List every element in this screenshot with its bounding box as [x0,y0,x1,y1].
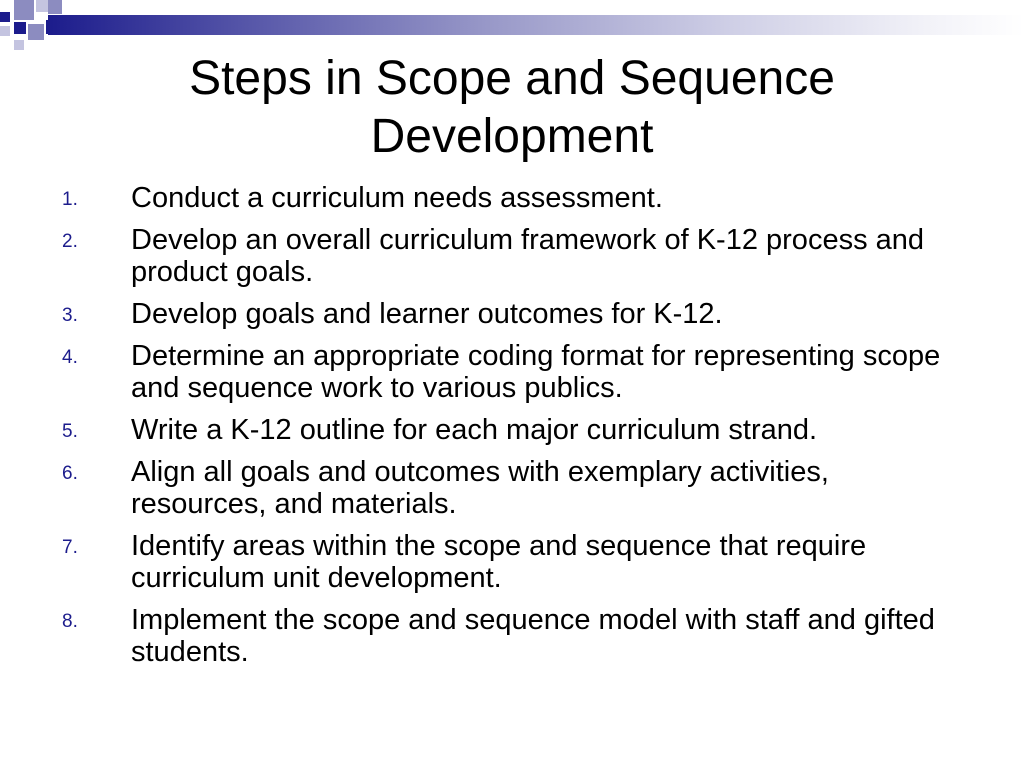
list-item [0,298,1024,330]
item-number: 1. [62,189,78,210]
list-item [0,224,1024,288]
item-number: 4. [62,347,78,368]
list-item [0,414,1024,446]
slide-title [60,50,964,166]
steps-list [0,182,1024,678]
list-item [0,340,1024,404]
list-item [0,456,1024,520]
item-number: 7. [62,537,78,558]
item-number: 3. [62,305,78,326]
decoration-square [14,0,34,20]
decoration-square [0,12,10,22]
list-item [0,182,1024,214]
list-item [0,604,1024,668]
decoration-square [28,24,44,40]
slide-title-line-2: Development [370,110,654,163]
item-text: Develop goals and learner outcomes for K-12. [131,298,723,330]
item-number: 6. [62,463,78,484]
decoration-square [48,0,62,14]
decoration-square [0,26,10,36]
item-text: Identify areas within the scope and sequence that require curriculum unit development. [131,530,867,594]
decoration-square [14,40,24,50]
item-text: Conduct a curriculum needs assessment. [131,182,663,214]
item-text: Develop an overall curriculum framework of K-12 process and product goals. [131,224,925,288]
list-item [0,530,1024,594]
item-text: Determine an appropriate coding format for representing scope and sequence work to various publics. [131,340,941,404]
decoration-square [14,22,26,34]
slide-title-line-1: Steps in Scope and Sequence [189,52,835,105]
decoration-square [36,0,48,12]
item-text: Implement the scope and sequence model with staff and gifted students. [131,604,935,668]
item-text: Write a K-12 outline for each major curriculum strand. [131,414,818,446]
item-number: 2. [62,231,78,252]
item-number: 8. [62,611,78,632]
item-number: 5. [62,421,78,442]
item-text: Align all goals and outcomes with exemplary activities, resources, and materials. [131,456,829,520]
header-gradient-bar [48,15,1024,35]
